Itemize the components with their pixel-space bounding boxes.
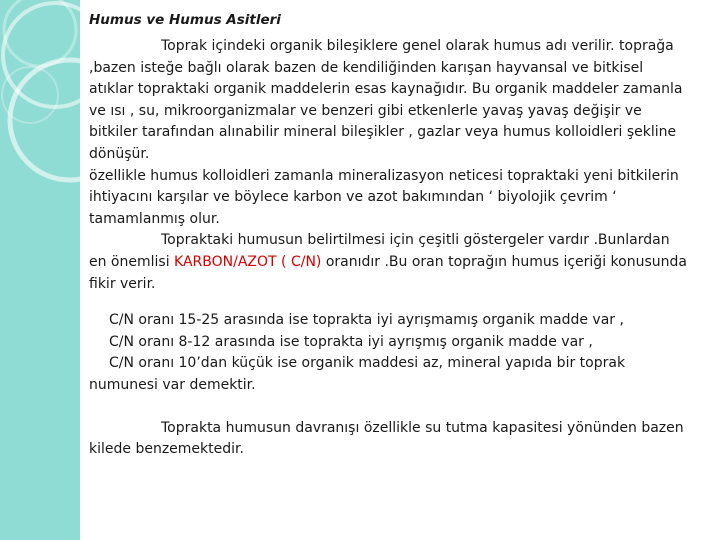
paragraph-cn-before: Topraktaki humusun belirtilmesi için çeşitli göstergeler vardır .Bunlardan en önemlisi xyxy=(89,232,670,270)
cn-line-15-25: C/N oranı 15-25 arasında ise toprakta iyi ayrışmamış organik madde var , xyxy=(109,312,624,329)
slide-content xyxy=(89,10,689,461)
paragraph-cn-ratio xyxy=(89,230,689,295)
paragraph-cn-after: oranıdır .Bu oran toprağın humus içeriği konusunda fikir verir. xyxy=(89,253,687,292)
paragraph-water-retention: Toprakta humusun davranışı özellikle su tutma kapasitesi yönünden bazen kilede benzemektedir. xyxy=(89,419,684,458)
carbon-nitrogen-highlight: KARBON/AZOT ( C/N) xyxy=(174,253,322,270)
paragraph-humus-definition: Toprak içindeki organik bileşiklere genel olarak humus adı verilir. toprağa ,bazen isteğe bağlı olarak bazen de kendiliğinden karışan hayvansal ve bitkisel atıklar topraktaki organik maddelerin esas kaynağıdır. Bu organik maddeler zamanla ve ısı , su, mikroorganizmalar ve benzeri gibi etkenlerle yavaş yavaş değişir ve bitkiler tarafından alınabilir mineral bileşikler , gazlar veya humus kolloidleri şekline dönüşür. xyxy=(89,38,683,162)
cn-line-8-12: C/N oranı 8-12 arasında ise toprakta iyi ayrışmış organik madde var , xyxy=(109,333,593,350)
paragraph-biological-cycle: özellikle humus kolloidleri zamanla mineralizasyon neticesi topraktaki yeni bitkilerin ihtiyacını karşılar ve böylece karbon ve azot bakımından ‘ biyolojik çevrim ‘ tamamlanmış olur. xyxy=(89,167,679,227)
cn-line-below-10: C/N oranı 10’dan küçük ise organik maddesi az, mineral yapıda bir toprak numunesi var demektir. xyxy=(89,355,626,393)
cn-ratio-list xyxy=(89,310,689,396)
slide-title: Humus ve Humus Asitleri xyxy=(89,12,281,28)
